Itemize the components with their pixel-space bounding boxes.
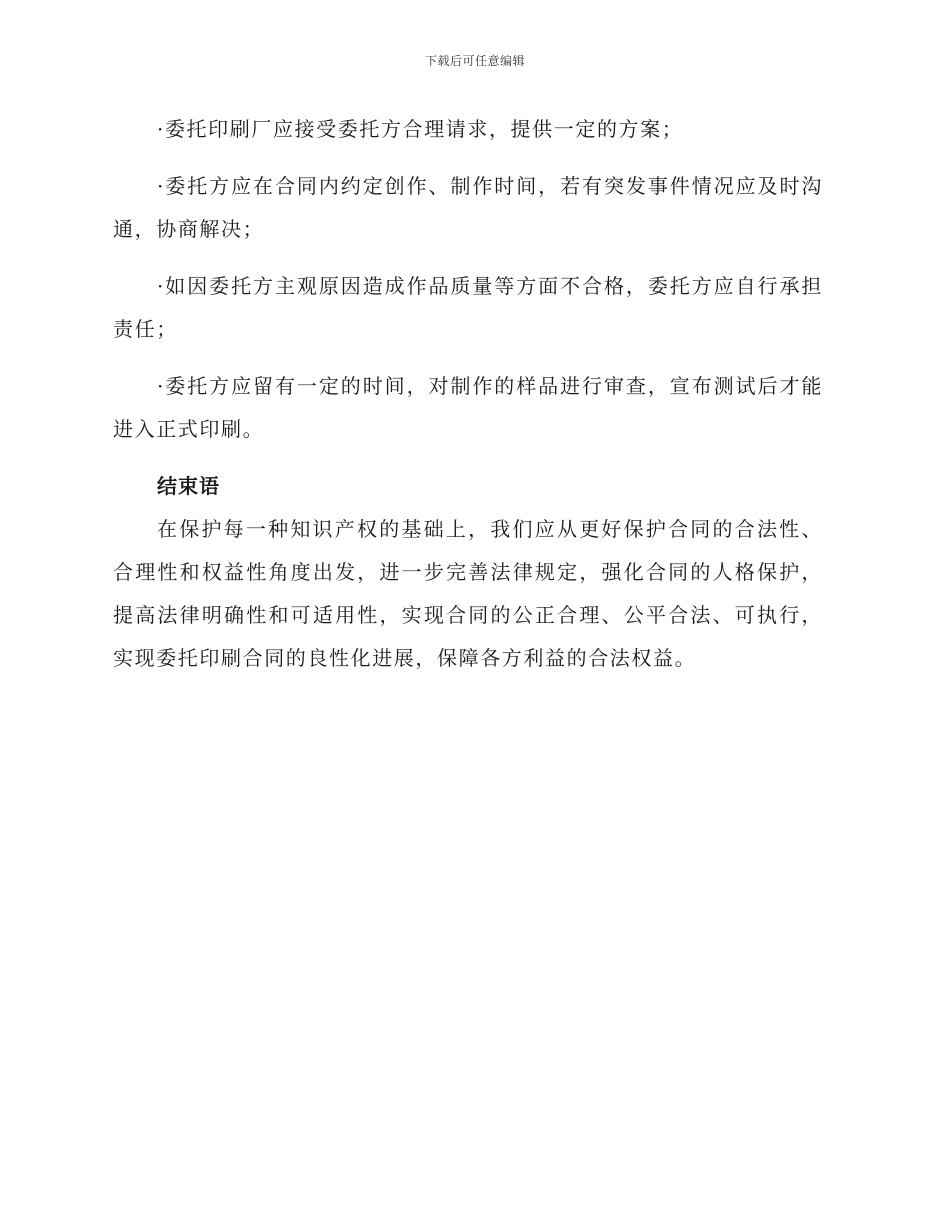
bullet-paragraph-1: ·委托印刷厂应接受委托方合理请求，提供一定的方案； xyxy=(157,117,684,141)
bullet-paragraph-3: ·如因委托方主观原因造成作品质量等方面不合格，委托方应自行承担责任； xyxy=(113,274,823,341)
conclusion-paragraph: 在保护每一种知识产权的基础上，我们应从更好保护合同的合法性、合理性和权益性角度出发，进一步完善法律规定，强化合同的人格保护，提高法律明确性和可适用性，实现合同的公正合理、公平合法、可执行，实现委托印刷合同的良性化进展，保障各方利益的合法权益。 xyxy=(113,517,823,670)
page-header: 下载后可任意编辑 xyxy=(424,54,525,68)
bullet-paragraph-4: ·委托方应留有一定的时间，对制作的样品进行审查，宣布测试后才能进入正式印刷。 xyxy=(113,374,823,441)
bullet-paragraph-2: ·委托方应在合同内约定创作、制作时间，若有突发事件情况应及时沟通，协商解决； xyxy=(113,174,823,241)
conclusion-heading: 结束语 xyxy=(157,474,220,498)
document-body xyxy=(113,108,823,694)
